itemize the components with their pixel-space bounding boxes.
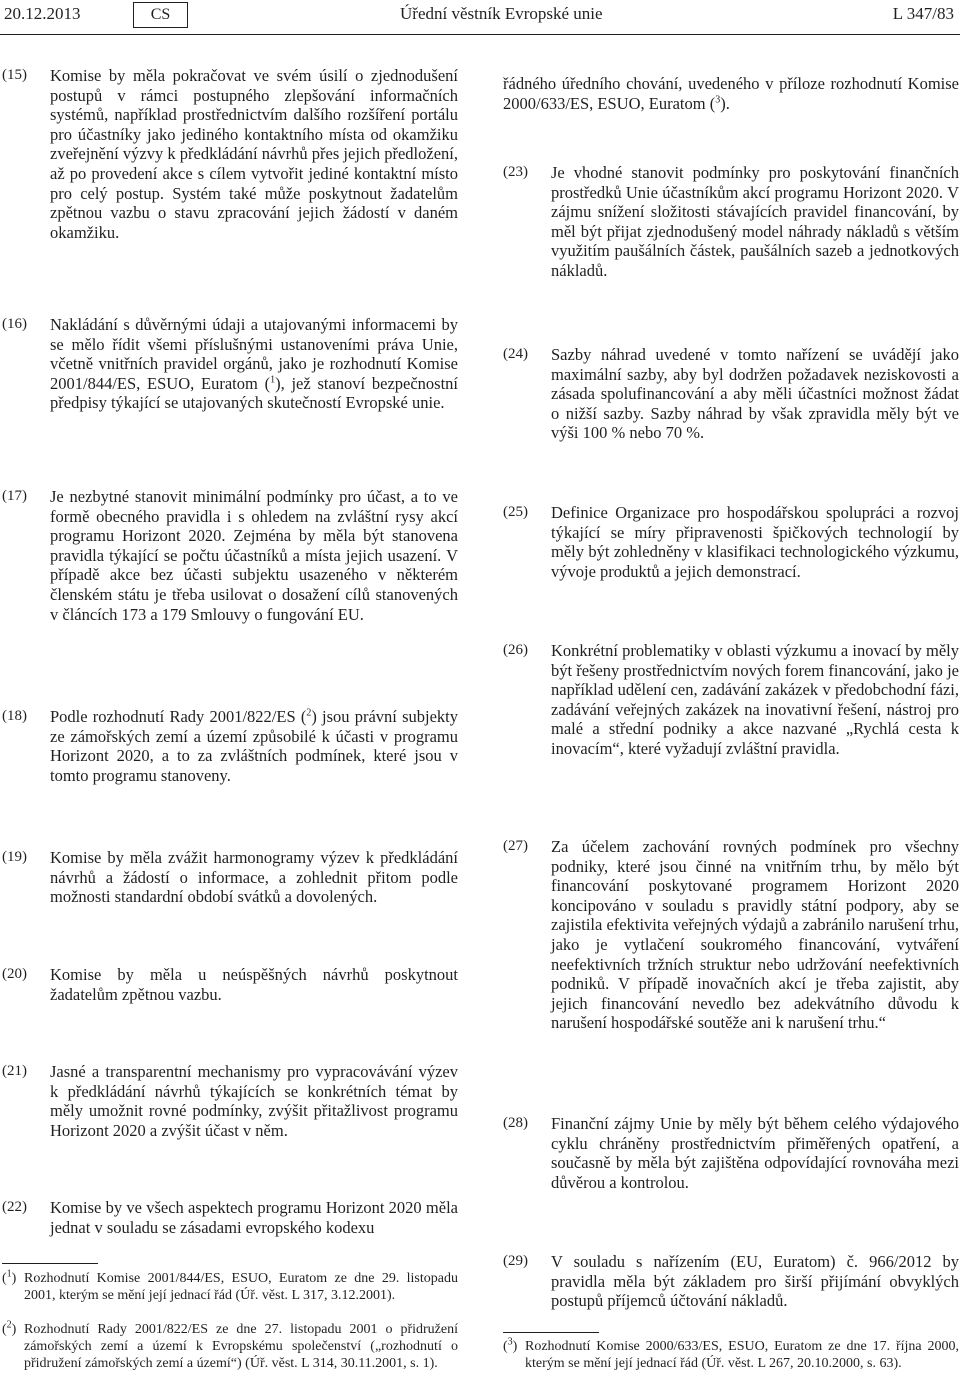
recital-text: Komise by měla zvážit harmonogramy výzev k předkládání návrhů a žádostí o informace, a zohlednit přitom podle možnosti standardní období svátků a dovolených. — [50, 848, 458, 907]
page-reference: L 347/83 — [892, 4, 954, 23]
recital-28 — [503, 1114, 959, 1192]
publication-date: 20.12.2013 — [4, 4, 81, 23]
recital-number: (29) — [503, 1253, 528, 1269]
recital-text: Finanční zájmy Unie by měly být během celého výdajového cyklu chráněny prostřednictvím přiměřených opatření, a současně by měla být zajištěna odpovídající rovnováha mezi důvěrou a kontrolou. — [551, 1114, 959, 1192]
recital-text: Sazby náhrad uvedené v tomto nařízení se uvádějí jako maximální sazby, aby byl dodržen požadavek neziskovosti a zásada spolufinancování a aby měli účastníci možnost žádat o nižší sazby. Sazby náhrad by však zpravidla měly být ve výši 100 % nebo 70 %. — [551, 345, 959, 443]
recital-number: (22) — [2, 1199, 27, 1215]
recital-20 — [2, 965, 458, 1004]
recital-text: Komise by měla pokračovat ve svém úsilí o zjednodušení postupů v rámci postupného zlepšování informačních systémů, například prostřednictvím dalšího rozšíření portálu pro účastníky jako jediného kontaktního místa od okamžiku zveřejnění výzvy k předkládání návrhů přes jejich předložení, až po provedení akce s cílem vytvořit jediné kontaktní místo pro celý postup. Systém také může poskytnout žadatelům zpětnou vazbu o stavu zpracování jejich žádostí v daném okamžiku. — [50, 66, 458, 242]
recital-text: Definice Organizace pro hospodářskou spolupráci a rozvoj týkající se míry připravenosti špičkových technologií by měly být zohledněny v klasifikaci technologického výzkumu, vývoje produktů a jejich demonstrací. — [551, 503, 959, 581]
recital-29 — [503, 1252, 959, 1311]
footnote-text: Rozhodnutí Rady 2001/822/ES ze dne 27. listopadu 2001 o přidružení zámořských zemí a území k Evropskému společenství („rozhodnutí o přidružení zámořských zemí a území“) (Úř. věst. L 314, 30.11.2001, s. 1). — [24, 1322, 458, 1371]
recital-text: Je vhodné stanovit podmínky pro poskytování finančních prostředků Unie účastníkům akcí programu Horizont 2020. V zájmu snížení složitosti stávajících pravidel financování, by měl být přijat zjednodušený model náhrady nákladů s větším využitím paušálních částek, paušálních sazeb a jednotkových nákladů. — [551, 163, 959, 280]
footnote-ref[interactable]: 3 — [715, 94, 721, 106]
recital-text: Jasné a transparentní mechanismy pro vypracovávání výzev k předkládání návrhů týkajících se konkrétních témat by měly umožnit rovné podmínky, zvýšit přitažlivost programu Horizont 2020 a zvýšit účast v něm. — [50, 1062, 458, 1140]
recital-number: (24) — [503, 346, 528, 362]
footnote-mark: ($^1$) — [2, 1268, 17, 1286]
page-header — [0, 0, 960, 34]
footnote-ref[interactable]: 1 — [270, 374, 276, 386]
recital-number: (19) — [2, 849, 27, 865]
recital-text: Podle rozhodnutí Rady 2001/822/ES ($^2$) jsou právní subjekty ze zámořských zemí a území způsobilé k účasti v programu Horizont 2020, a to za zvláštních podmínek, které jsou v tomto programu stanoveny. — [50, 707, 458, 785]
recital-23 — [503, 163, 959, 281]
footnote-divider — [503, 1332, 599, 1333]
footnote-divider — [2, 1263, 98, 1264]
recital-22-continued — [503, 74, 959, 113]
recital-number: (17) — [2, 488, 27, 504]
recital-number: (18) — [2, 708, 27, 724]
recital-number: (26) — [503, 642, 528, 658]
header-divider — [0, 34, 960, 35]
recital-26 — [503, 641, 959, 759]
footnote-2 — [2, 1321, 458, 1372]
recital-25 — [503, 503, 959, 581]
recital-19 — [2, 848, 458, 907]
recital-27 — [503, 837, 959, 1033]
recital-15 — [2, 66, 458, 242]
footnote-ref[interactable]: 2 — [306, 707, 312, 719]
language-badge: CS — [133, 2, 188, 28]
recital-21 — [2, 1062, 458, 1140]
recital-16 — [2, 315, 458, 413]
recital-22 — [2, 1198, 458, 1237]
recital-text: Komise by měla u neúspěšných návrhů poskytnout žadatelům zpětnou vazbu. — [50, 965, 458, 1004]
recital-number: (15) — [2, 67, 27, 83]
recital-24 — [503, 345, 959, 443]
recital-number: (20) — [2, 966, 27, 982]
footnote-1 — [2, 1270, 458, 1304]
recital-number: (23) — [503, 164, 528, 180]
recital-18 — [2, 707, 458, 785]
recital-number: (16) — [2, 316, 27, 332]
recital-number: (28) — [503, 1115, 528, 1131]
journal-title: Úřední věstník Evropské unie — [400, 4, 603, 23]
recital-17 — [2, 487, 458, 624]
footnote-3 — [503, 1338, 959, 1372]
recital-text: Je nezbytné stanovit minimální podmínky pro účast, a to ve formě obecného pravidla i s ohledem na zvláštní rysy akcí programu Horizont 2020. Zejména by měla být stanovena pravidla týkající se počtu účastníků a místa jejich usazení. V případě akce bez účasti subjektu usazeného v některém členském státu je třeba usilovat o dosažení cílů stanovených v článcích 173 a 179 Smlouvy o fungování EU. — [50, 487, 458, 624]
footnote-text: Rozhodnutí Komise 2000/633/ES, ESUO, Euratom ze dne 17. října 2000, kterým se mění její jednací řád (Úř. věst. L 267, 20.10.2000, s. 63). — [525, 1339, 959, 1371]
recital-number: (21) — [2, 1063, 27, 1079]
recital-text: V souladu s nařízením (EU, Euratom) č. 966/2012 by pravidla měla být základem pro širší přijímání obvyklých postupů příjemců účtování nákladů. — [551, 1252, 959, 1311]
recital-text: Komise by ve všech aspektech programu Horizont 2020 měla jednat v souladu se zásadami evropského kodexu — [50, 1198, 458, 1237]
footnote-text: Rozhodnutí Komise 2001/844/ES, ESUO, Euratom ze dne 29. listopadu 2001, kterým se mění její jednací řád (Úř. věst. L 317, 3.12.2001). — [24, 1271, 458, 1303]
recital-text: Konkrétní problematiky v oblasti výzkumu a inovací by měly být řešeny prostřednictvím nových forem financování, jako je například udělení cen, zadávání zakázek v předobchodní fázi, zadávání veřejných zakázek na inovativní řešení, nástroj pro malé a střední podniky a akce nazvané „Rychlá cesta k inovacím“, které vyžadují zvláštní pravidla. — [551, 641, 959, 758]
recital-number: (27) — [503, 838, 528, 854]
footnote-mark: ($^2$) — [2, 1319, 17, 1337]
footnote-mark: ($^3$) — [503, 1336, 518, 1354]
recital-text: Za účelem zachování rovných podmínek pro všechny podniky, které jsou činné na vnitřním trhu, by mělo být financování poskytované programem Horizont 2020 koncipováno v souladu s pravidly státní podpory, aby se zajistila efektivita veřejných výdajů a zabránilo narušení trhu, jako je vytlačení soukromého financování, vytváření neefektivních tržních struktur nebo udržování neefektivních podniků. V případě inovačních akcí je třeba zajistit, aby jejich financování nevedlo bez adekvátního důvodu k narušení hospodářské soutěže ani k narušení trhu.“ — [551, 837, 959, 1033]
recital-text: Nakládání s důvěrnými údaji a utajovanými informacemi by se mělo řídit všemi příslušnými ustanoveními práva Unie, včetně vnitřních pravidel orgánů, jako je rozhodnutí Komise 2001/844/ES, ESUO, Euratom ($^1$), jež stanoví bezpečnostní předpisy týkající se utajovaných skutečností Evropské unie. — [50, 315, 458, 413]
recital-text: řádného úředního chování, uvedeného v příloze rozhodnutí Komise 2000/633/ES, ESUO, Euratom ($^3$). — [503, 74, 959, 113]
recital-number: (25) — [503, 504, 528, 520]
